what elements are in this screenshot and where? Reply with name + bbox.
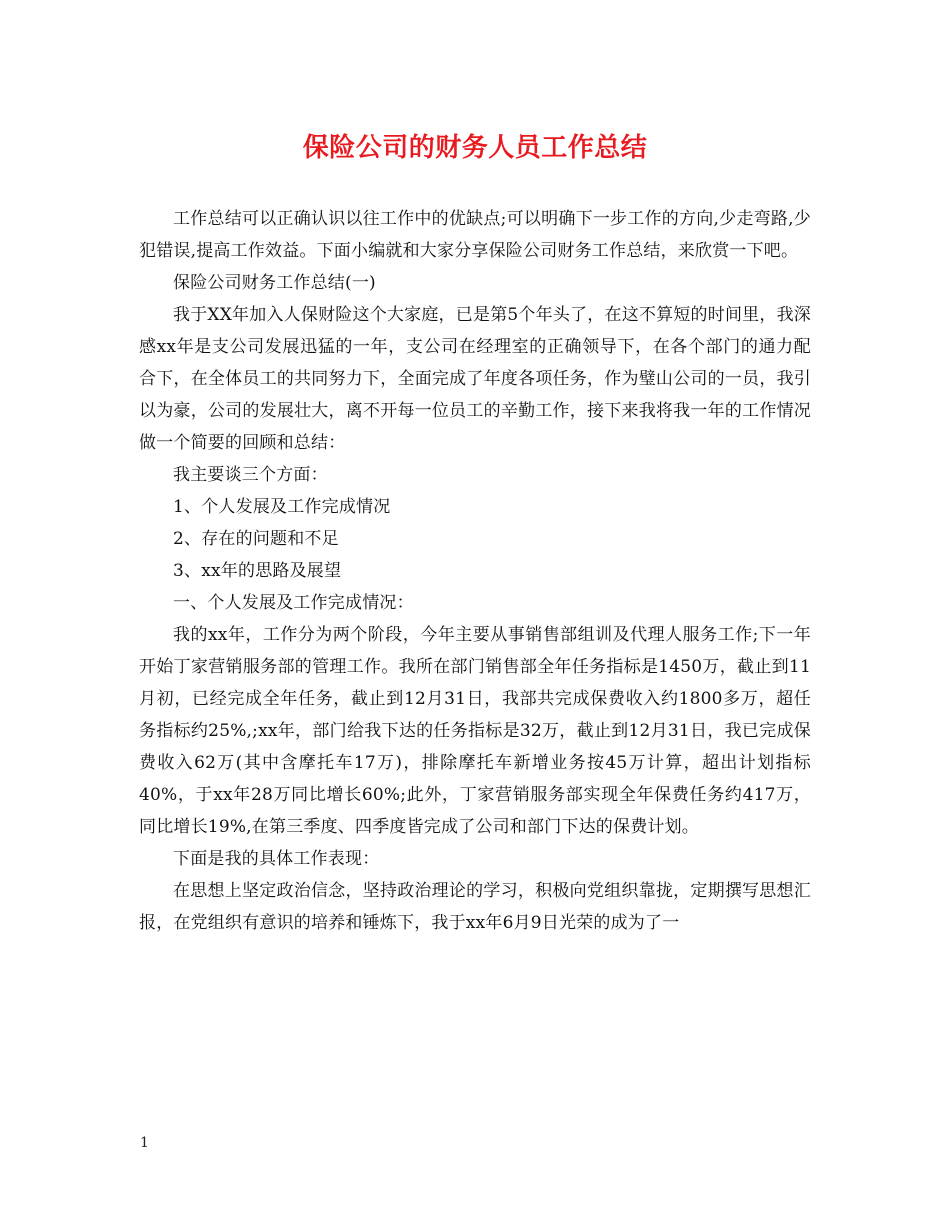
list-item-3: 3、xx年的思路及展望	[173, 561, 342, 581]
paragraph-section-heading: 保险公司财务工作总结(一)	[173, 273, 376, 293]
page-number: 1	[140, 1135, 149, 1151]
document-body	[139, 203, 811, 939]
paragraph-details-intro: 下面是我的具体工作表现：	[173, 849, 380, 869]
list-item-2: 2、存在的问题和不足	[173, 529, 339, 549]
document-title: 保险公司的财务人员工作总结	[302, 133, 648, 163]
paragraph-background: 我于XX年加入人保财险这个大家庭，已是第5个年头了，在这不算短的时间里，我深感xx年是支公司发展迅猛的一年，支公司在经理室的正确领导下，在各个部门的通力配合下，在全体员工的共同努力下，全面完成了年度各项任务，作为璧山公司的一员，我引以为豪，公司的发展壮大，离不开每一位员工的辛勤工作，接下来我将我一年的工作情况做一个简要的回顾和总结：	[139, 305, 811, 453]
list-item-1: 1、个人发展及工作完成情况	[173, 497, 391, 517]
paragraph-subheading: 一、个人发展及工作完成情况：	[173, 593, 414, 613]
paragraph-intro: 工作总结可以正确认识以往工作中的优缺点;可以明确下一步工作的方向,少走弯路,少犯错误,提高工作效益。下面小编就和大家分享保险公司财务工作总结，来欣赏一下吧。	[139, 209, 811, 261]
paragraph-performance: 我的xx年，工作分为两个阶段，今年主要从事销售部组训及代理人服务工作;下一年开始丁家营销服务部的管理工作。我所在部门销售部全年任务指标是1450万，截止到11月初，已经完成全年任务，截止到12月31日，我部共完成保费收入约1800多万，超任务指标约25%,;xx年，部门给我下达的任务指标是32万，截止到12月31日，我已完成保费收入62万(其中含摩托车17万)，排除摩托车新增业务按45万计算，超出计划指标40%，于xx年28万同比增长60%;此外，丁家营销服务部实现全年保费任务约417万，同比增长19%,在第三季度、四季度皆完成了公司和部门下达的保费计划。	[139, 625, 811, 837]
paragraph-ideology: 在思想上坚定政治信念，坚持政治理论的学习，积极向党组织靠拢，定期撰写思想汇报，在党组织有意识的培养和锤炼下，我于xx年6月9日光荣的成为了一	[139, 881, 811, 933]
paragraph-three-aspects: 我主要谈三个方面：	[173, 465, 328, 485]
